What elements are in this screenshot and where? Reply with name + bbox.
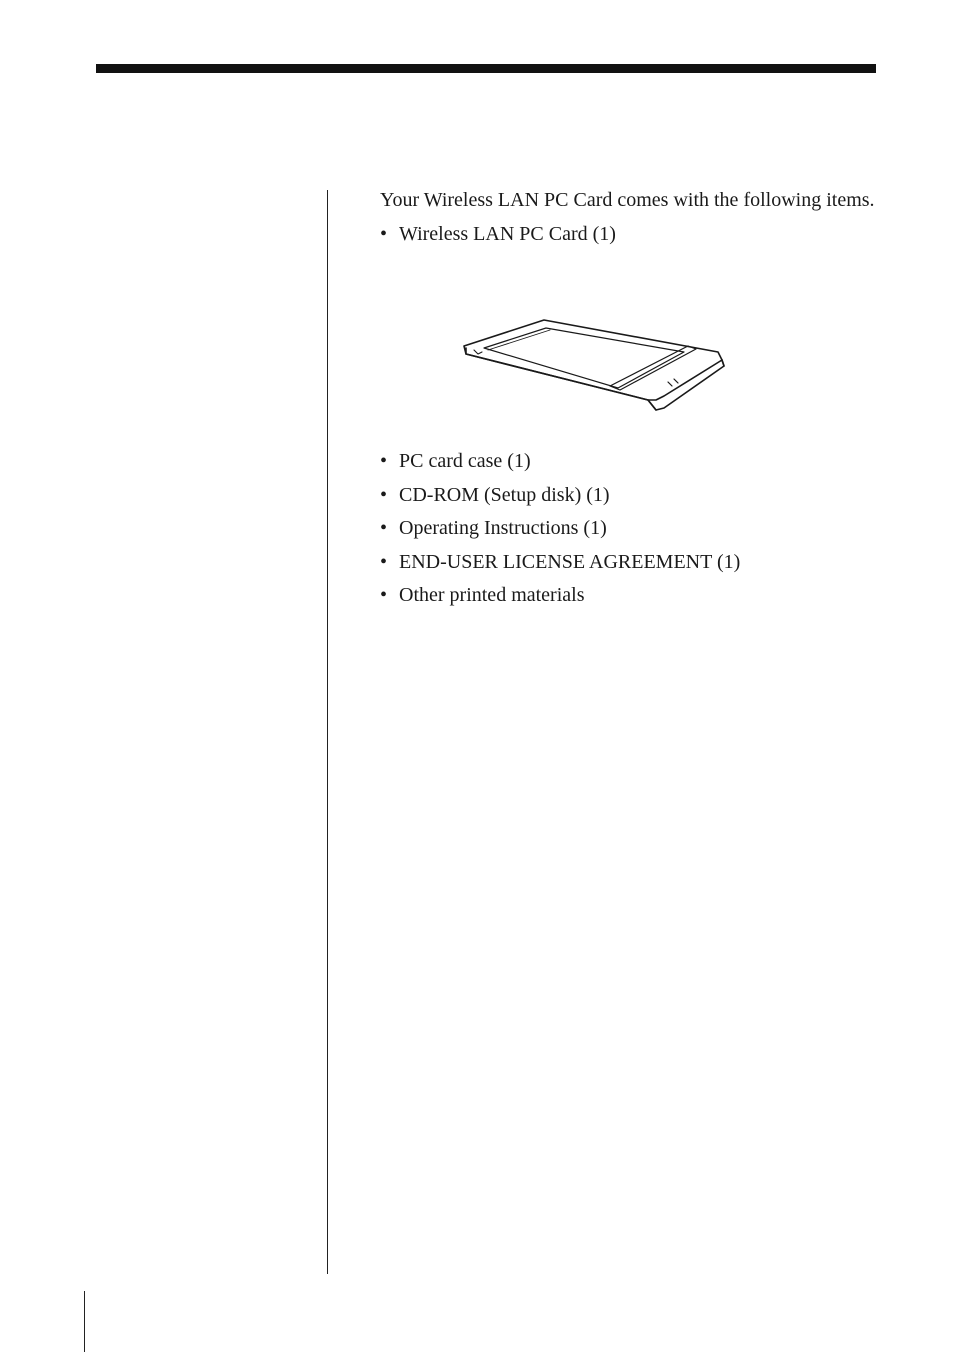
bullet: •: [380, 584, 388, 606]
package-items-list-continued: [380, 449, 880, 617]
list-item: [380, 483, 880, 507]
bullet: •: [380, 223, 388, 245]
list-item: [380, 550, 880, 574]
list-item: [380, 449, 880, 473]
list-item-text: CD-ROM (Setup disk) (1): [399, 483, 610, 506]
bullet: •: [380, 450, 388, 472]
list-item-text: PC card case (1): [399, 450, 531, 472]
footer-margin-rule: [84, 1291, 85, 1352]
list-item: [380, 222, 880, 246]
list-item-text: Other printed materials: [399, 584, 585, 606]
card-top-face: [464, 320, 722, 400]
bullet: •: [380, 517, 388, 539]
list-item-text: Operating Instructions (1): [399, 517, 607, 539]
intro-paragraph: Your Wireless LAN PC Card comes with the following items.: [380, 189, 875, 211]
list-item: [380, 583, 880, 607]
pc-card-illustration: [460, 316, 730, 412]
bullet: •: [380, 550, 388, 573]
list-item-text: END-USER LICENSE AGREEMENT (1): [399, 550, 741, 573]
header-rule: [96, 64, 876, 73]
bullet: •: [380, 483, 388, 506]
list-item: [380, 516, 880, 540]
column-divider: [327, 190, 328, 1274]
main-content: [380, 188, 880, 256]
list-item-text: Wireless LAN PC Card (1): [399, 223, 616, 245]
package-items-list: [380, 222, 880, 246]
